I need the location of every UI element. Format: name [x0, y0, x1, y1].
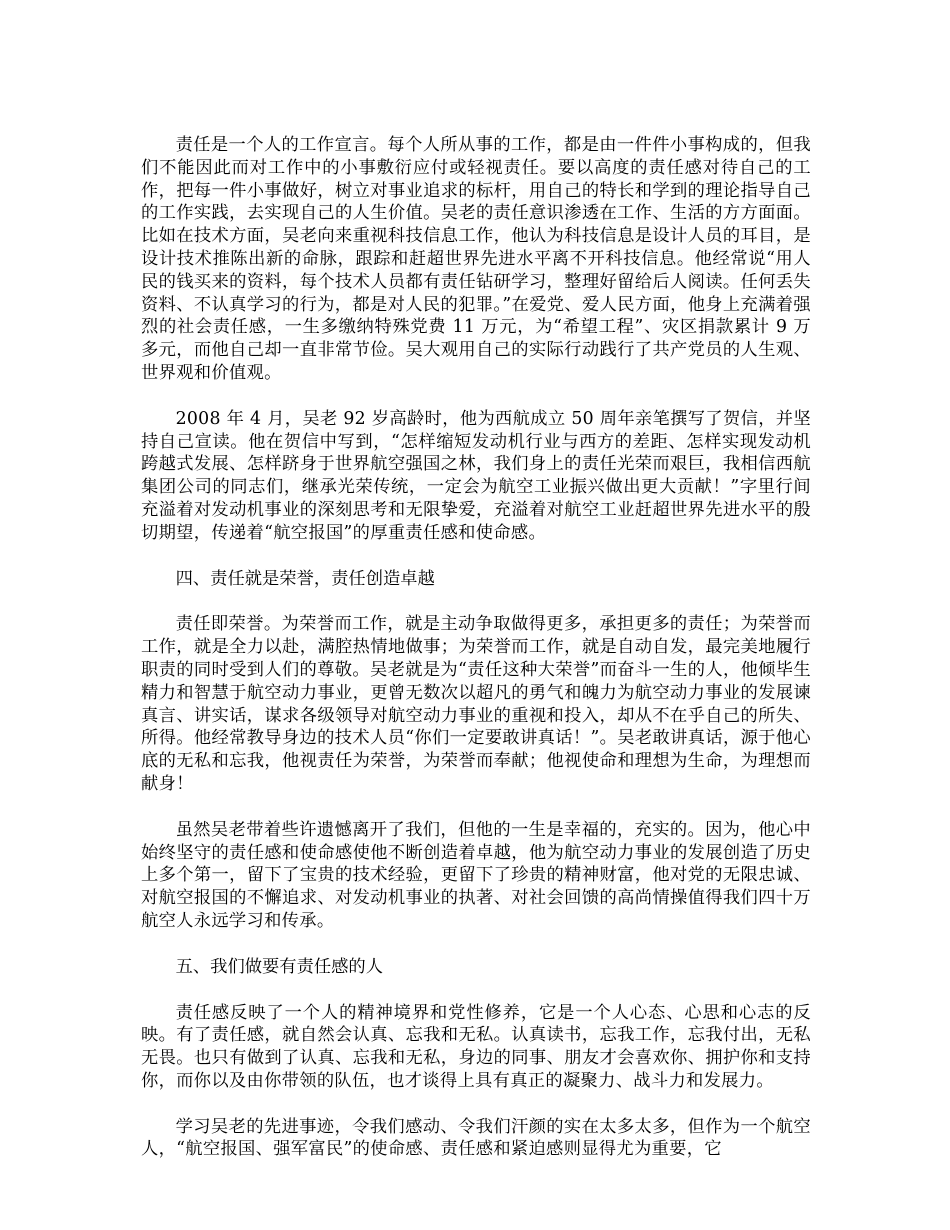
paragraph-spacer	[141, 933, 811, 956]
paragraph-congratulation-letter: 2008 年 4 月，吴老 92 岁高龄时，他为西航成立 50 周年亲笔撰写了贺信，并坚持自己宣读。他在贺信中写到，“怎样缩短发动机行业与西方的差距、怎样实现发动机跨越式发展、怎样跻身于世界航空强国之林，我们身上的责任光荣而艰巨，我相信西航集团公司的同志们，继承光荣传统，一定会为航空工业振兴做出更大贡献！”字里行间充溢着对发动机事业的深刻思考和无限挚爱，充溢着对航空工业赶超世界先进水平的殷切期望，传递着“航空报国”的厚重责任感和使命感。	[141, 408, 811, 543]
paragraph-sense-of-responsibility: 责任感反映了一个人的精神境界和党性修养，它是一个人心态、心思和心志的反映。有了责任感，就自然会认真、忘我和无私。认真读书，忘我工作，忘我付出，无私无畏。也只有做到了认真、忘我和无私，身边的同事、朋友才会喜欢你、拥护你和支持你，而你以及由你带领的队伍，也才谈得上具有真正的凝聚力、战斗力和发展力。	[141, 1002, 811, 1091]
section-heading-five: 五、我们做要有责任感的人	[175, 956, 383, 977]
paragraph-responsibility-declaration: 责任是一个人的工作宣言。每个人所从事的工作，都是由一件件小事构成的，但我们不能因此而对工作中的小事敷衍应付或轻视责任。要以高度的责任感对待自己的工作，把每一件小事做好，树立对事业追求的标杆，用自己的特长和学到的理论指导自己的工作实践，去实现自己的人生价值。吴老的责任意识渗透在工作、生活的方方面面。比如在技术方面，吴老向来重视科技信息工作，他认为科技信息是设计人员的耳目，是设计技术推陈出新的命脉，跟踪和赶超世界先进水平离不开科技信息。他经常说“用人民的钱买来的资料，每个技术人员都有责任钻研学习，整理好留给后人阅读。任何丢失资料、不认真学习的行为，都是对人民的犯罪。”在爱党、爱人民方面，他身上充满着强烈的社会责任感，一生多缴纳特殊党费 11 万元，为“希望工程”、灾区捐款累计 9 万多元，而他自己却一直非常节俭。吴大观用自己的实际行动践行了共产党员的人生观、世界观和价值观。	[141, 135, 811, 383]
paragraph-spacer	[141, 590, 811, 613]
paragraph-spacer	[141, 1093, 811, 1116]
paragraph-legacy: 虽然吴老带着些许遗憾离开了我们，但他的一生是幸福的，充实的。因为，他心中始终坚守的责任感和使命感使他不断创造着卓越，他为航空动力事业的发展创造了历史上多个第一，留下了宝贵的技术经验，更留下了珍贵的精神财富，他对党的无限忠诚、对航空报国的不懈追求、对发动机事业的执著、对社会回馈的高尚情操值得我们四十万航空人永远学习和传承。	[141, 819, 811, 931]
paragraph-spacer	[141, 796, 811, 819]
paragraph-learning-from-wu: 学习吴老的先进事迹，令我们感动、令我们汗颜的实在太多太多，但作为一个航空人，“航空报国、强军富民”的使命感、责任感和紧迫感则显得尤为重要，它	[141, 1116, 811, 1160]
document-body	[141, 134, 811, 1161]
paragraph-spacer	[141, 385, 811, 408]
paragraph-responsibility-honor: 责任即荣誉。为荣誉而工作，就是主动争取做得更多，承担更多的责任；为荣誉而工作，就是全力以赴，满腔热情地做事；为荣誉而工作，就是自动自发，最完美地履行职责的同时受到人们的尊敬。吴老就是为“责任这种大荣誉”而奋斗一生的人，他倾毕生精力和智慧于航空动力事业，更曾无数次以超凡的勇气和魄力为航空动力事业的发展谏真言、讲实话，谋求各级领导对航空动力事业的重视和投入，却从不在乎自己的所失、所得。他经常教导身边的技术人员“你们一定要敢讲真话！”。吴老敢讲真话，源于他心底的无私和忘我，他视责任为荣誉，为荣誉而奉献；他视使命和理想为生命，为理想而献身！	[141, 614, 811, 794]
section-heading-four: 四、责任就是荣誉，责任创造卓越	[175, 568, 435, 589]
paragraph-spacer	[141, 545, 811, 568]
paragraph-spacer	[141, 979, 811, 1002]
